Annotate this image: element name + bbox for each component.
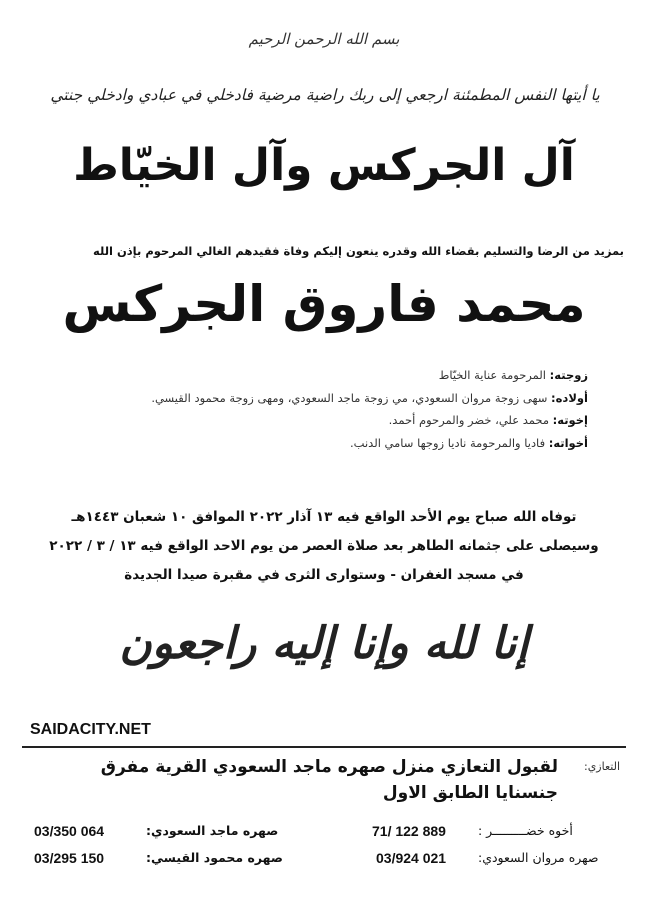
- contact-number: 03/350 064: [34, 823, 105, 839]
- basmala: بسم الله الرحمن الرحيم: [248, 30, 400, 48]
- contact-name: صهره ماجد السعودي:: [146, 823, 279, 838]
- announcement-burial: في مسجد الغفران - وستوارى الثرى في مقبرة صيدا الجديدة: [124, 567, 524, 583]
- relatives-list: [68, 364, 588, 454]
- condolences-line: لقبول التعازي منزل صهره ماجد السعودي القرية مفرق: [100, 757, 558, 777]
- relative-row-wife: [68, 364, 588, 387]
- relative-label: أخواته:: [548, 435, 588, 450]
- contact-number: 71/ 122 889: [372, 823, 446, 839]
- calligraphy-verse: إنا لله وإنا إليه راجعون: [119, 618, 529, 669]
- deceased-name: محمد فاروق الجركس: [62, 275, 586, 333]
- divider: [22, 746, 626, 748]
- condolences-text: [58, 754, 558, 806]
- relative-label: إخوته:: [552, 413, 588, 427]
- announcement-death-date: توفاه الله صباح يوم الأحد الواقع فيه ١٣ آذار ٢٠٢٢ الموافق ١٠ شعبان ١٤٤٣هـ: [71, 509, 577, 525]
- contact-name: صهره محمود القيسي:: [146, 850, 284, 865]
- announcement-prayer: وسيصلى على جثمانه الطاهر بعد صلاة العصر من يوم الاحد الواقع فيه ١٣ / ٣ / ٢٠٢٢: [49, 538, 599, 554]
- relative-value: المرحومة عناية الخيّاط: [438, 368, 547, 382]
- relative-row-sisters: [68, 432, 588, 455]
- funeral-announcement: [30, 503, 618, 590]
- contact-name: أخوه خضـــــــــر :: [478, 823, 573, 838]
- family-names-heading: آل الجركس وآل الخيّاط: [73, 140, 575, 191]
- site-watermark: SAIDACITY.NET: [30, 721, 151, 738]
- obituary-intro: بمزيد من الرضا والتسليم بقضاء الله وقدره ينعون إليكم وفاة فقيدهم الغالي المرحوم بإذن الله: [93, 244, 624, 258]
- relative-value: سهى زوجة مروان السعودي، مي زوجة ماجد السعودي، ومهى زوجة محمود القيسي.: [151, 390, 548, 405]
- relative-label: أولاده:: [551, 390, 588, 405]
- contact-number: 03/295 150: [34, 850, 105, 866]
- relative-value: محمد علي، خضر والمرحوم أحمد.: [388, 413, 549, 427]
- relative-label: زوجته:: [549, 368, 588, 382]
- contact-number: 03/924 021: [376, 850, 447, 866]
- contact-name: صهره مروان السعودي:: [478, 850, 599, 865]
- condolences-line: جنسنايا الطابق الاول: [382, 783, 558, 803]
- condolences-label: التعازي:: [583, 760, 620, 773]
- relative-value: فاديا والمرحومة ناديا زوجها سامي الدنب.: [350, 435, 546, 450]
- relative-row-children: [68, 387, 588, 410]
- quran-verse: يا أيتها النفس المطمئنة ارجعي إلى ربك راضية مرضية فادخلي في عبادي وادخلي جنتي: [50, 86, 600, 104]
- relative-row-brothers: [68, 409, 588, 432]
